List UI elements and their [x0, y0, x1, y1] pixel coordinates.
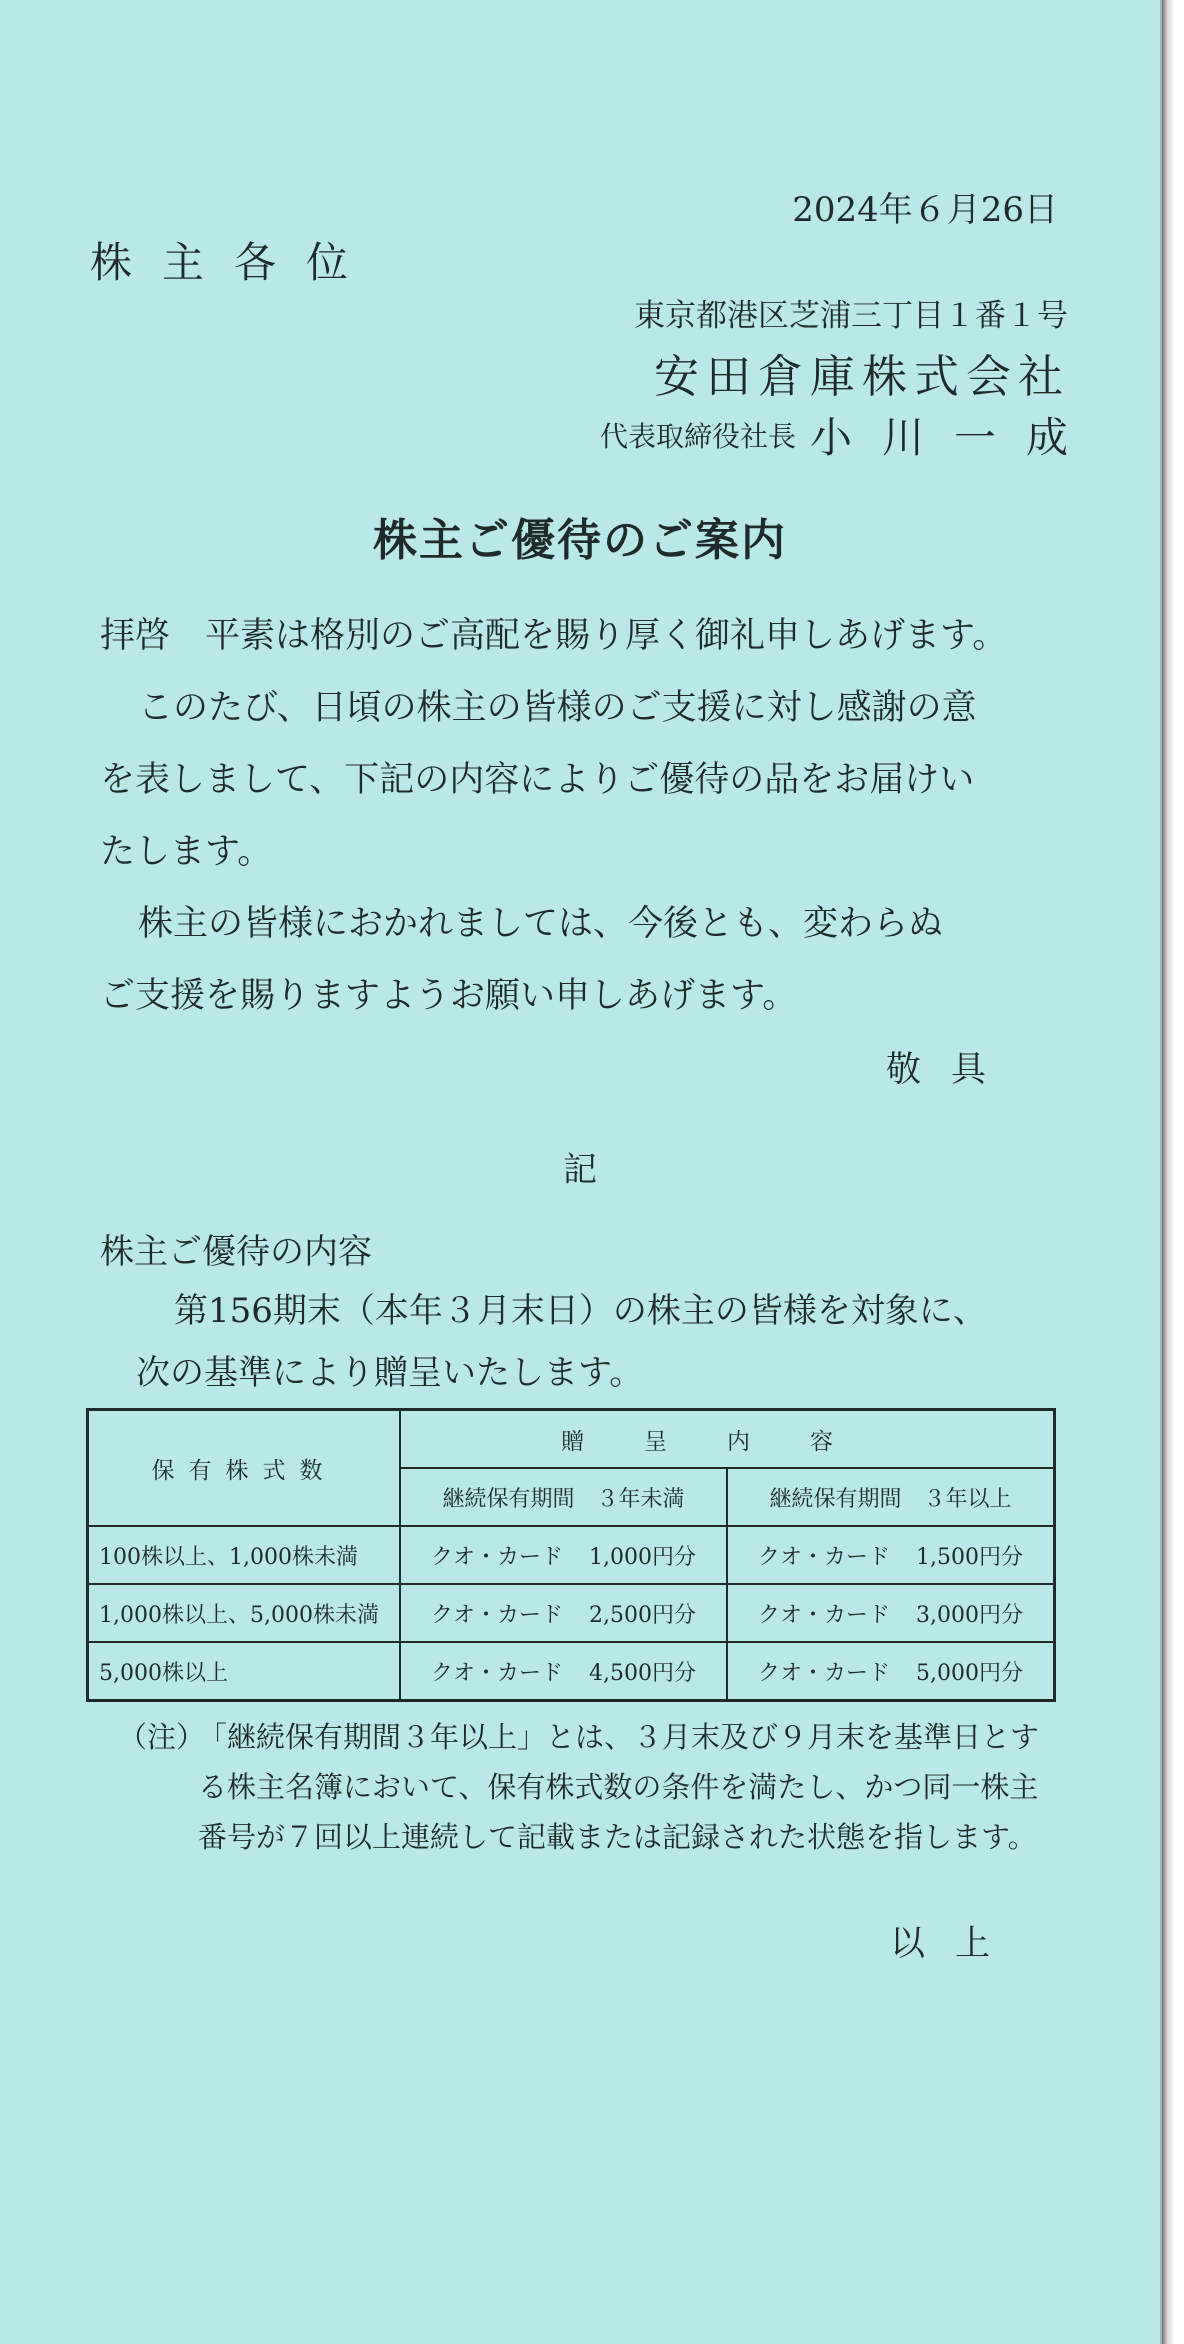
representative-name: 小川一成: [809, 413, 1098, 462]
holding-cell: 5,000株以上: [88, 1642, 401, 1701]
body-line: 株主の皆様におかれましては、今後とも、変わらぬ: [138, 904, 944, 944]
company-name: 安田倉庫株式会社: [653, 350, 1070, 403]
body-line: ご支援を賜りますようお願い申しあげます。: [100, 976, 798, 1016]
header-holding: 保有株式数: [88, 1410, 401, 1527]
addressee: 株主各位: [90, 238, 379, 287]
closing-greeting: 敬具: [885, 1050, 1016, 1090]
letter-title: 株主ご優待のご案内: [373, 515, 787, 566]
letter-date: 2024年６月26日: [792, 190, 1058, 230]
section-text: [136, 1280, 987, 1404]
header-content: 贈呈内容: [400, 1410, 1055, 1469]
company-address: 東京都港区芝浦三丁目１番１号: [634, 298, 1068, 334]
note: [118, 1712, 1078, 1862]
benefits-table: [86, 1408, 1056, 1702]
holding-cell: 100株以上、1,000株未満: [88, 1526, 401, 1584]
benefit-item: クオ・カード: [430, 1660, 563, 1686]
letter-body: [100, 600, 1060, 1032]
section-title: 株主ご優待の内容: [100, 1232, 372, 1272]
value-cell: [727, 1526, 1055, 1584]
body-line: このたび、日頃の株主の皆様のご支援に対し感謝の意: [138, 688, 977, 728]
note-label: （注）: [118, 1720, 206, 1754]
note-text: [198, 1712, 1078, 1862]
benefit-amount: 2,500円分: [588, 1602, 696, 1628]
subheader-under3: 継続保有期間 ３年未満: [400, 1468, 727, 1526]
end-mark: 以上: [889, 1924, 1020, 1964]
value-cell: [727, 1584, 1055, 1642]
benefit-amount: 5,000円分: [915, 1660, 1023, 1686]
table-row: [88, 1584, 1055, 1642]
subheader-over3: 継続保有期間 ３年以上: [727, 1468, 1055, 1526]
ki-heading: 記: [563, 1150, 597, 1190]
body-line: たします。: [100, 832, 273, 872]
note-line: る株主名簿において、保有株式数の条件を満たし、かつ同一株主: [198, 1770, 1039, 1804]
table-row: [88, 1642, 1055, 1701]
benefit-item: クオ・カード: [757, 1660, 890, 1686]
body-line: を表しまして、下記の内容によりご優待の品をお届けい: [100, 760, 975, 800]
note-line: 「継続保有期間３年以上」とは、３月末及び９月末を基準日とす: [198, 1720, 1040, 1754]
benefit-amount: 1,500円分: [915, 1544, 1023, 1570]
table-row: [88, 1526, 1055, 1584]
benefit-amount: 3,000円分: [915, 1602, 1023, 1628]
benefit-amount: 1,000円分: [588, 1544, 696, 1570]
section-line: 第156期末（本年３月末日）の株主の皆様を対象に、: [174, 1291, 987, 1331]
section-line: 次の基準により贈呈いたします。: [136, 1353, 644, 1393]
benefit-item: クオ・カード: [430, 1602, 563, 1628]
benefit-amount: 4,500円分: [588, 1660, 696, 1686]
representative-title: 代表取締役社長: [599, 420, 796, 453]
value-cell: [400, 1584, 727, 1642]
paper-edge: [1162, 0, 1184, 2344]
benefit-item: クオ・カード: [430, 1544, 563, 1570]
representative: [599, 405, 1098, 465]
note-line: 番号が７回以上連続して記載または記録された状態を指します。: [198, 1820, 1037, 1854]
benefit-item: クオ・カード: [757, 1602, 890, 1628]
holding-cell: 1,000株以上、5,000株未満: [88, 1584, 401, 1642]
value-cell: [400, 1526, 727, 1584]
body-line: 拝啓 平素は格別のご高配を賜り厚く御礼申しあげます。: [100, 616, 1008, 656]
value-cell: [727, 1642, 1055, 1701]
benefit-item: クオ・カード: [757, 1544, 890, 1570]
value-cell: [400, 1642, 727, 1701]
